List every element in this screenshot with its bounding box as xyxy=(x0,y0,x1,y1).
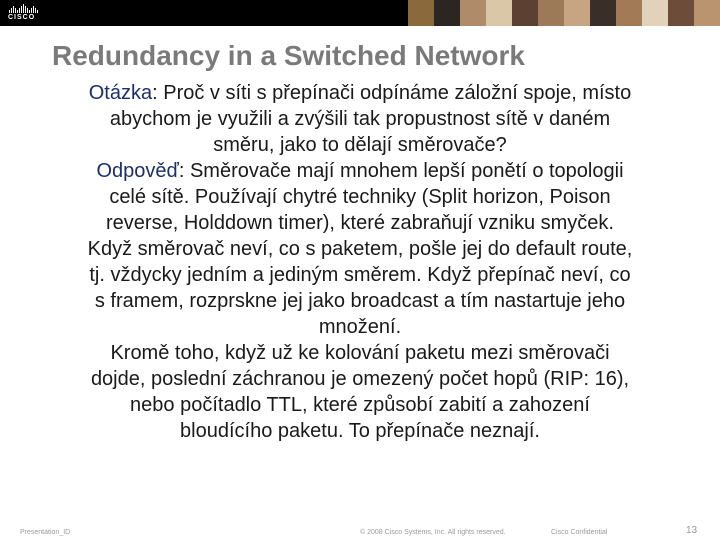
footer-copyright: © 2008 Cisco Systems, Inc. All rights reserved. xyxy=(360,529,506,536)
extra-line-4: bloudícího paketu. To přepínače neznají. xyxy=(180,420,540,442)
header-photo xyxy=(590,0,616,26)
answer-line-2: celé sítě. Používají chytré techniky (Split horizon, Poison xyxy=(109,186,611,208)
question-label: Otázka xyxy=(88,82,153,104)
cisco-bridge-icon xyxy=(8,4,42,13)
footer-page-number: 13 xyxy=(686,525,698,536)
answer-line-1: Odpověď: Směrovače mají mnohem lepší ponětí o topologii xyxy=(96,160,624,182)
header-photo xyxy=(642,0,668,26)
answer-line-5: tj. vždycky jedním a jediným směrem. Když přepínač neví, co xyxy=(89,264,631,286)
header-photo xyxy=(434,0,460,26)
answer-line-4: Když směrovač neví, co s paketem, pošle jej do default route, xyxy=(87,238,633,260)
header-photo xyxy=(460,0,486,26)
footer-presentation-id: Presentation_ID xyxy=(20,529,71,536)
header-photo-strip xyxy=(408,0,720,26)
answer-line-3: reverse, Holddown timer), které zabraňují vzniku smyček. xyxy=(106,212,614,234)
header-photo xyxy=(512,0,538,26)
extra-line-2: dojde, poslední záchranou je omezený počet hopů (RIP: 16), xyxy=(90,368,630,390)
answer-label: Odpověď xyxy=(96,160,179,182)
header-photo xyxy=(408,0,434,26)
header-photo xyxy=(616,0,642,26)
extra-line-1: Kromě toho, když už ke kolování paketu mezi směrovači xyxy=(110,342,610,364)
top-bar xyxy=(0,0,720,26)
slide-body xyxy=(26,80,694,444)
cisco-logo-text: CISCO xyxy=(8,14,36,21)
question-line-1: Otázka: Proč v síti s přepínači odpínáme záložní spoje, místo xyxy=(88,82,632,104)
question-line-2: abychom je využili a zvýšili tak propustnost sítě v daném xyxy=(109,108,611,130)
extra-line-3: nebo počítadlo TTL, které způsobí zabití a zahození xyxy=(130,394,590,416)
header-photo xyxy=(538,0,564,26)
header-photo xyxy=(694,0,720,26)
question-line-3: směru, jako to dělají směrovače? xyxy=(213,134,507,156)
answer-line-6: s framem, rozprskne jej jako broadcast a tím nastartuje jeho xyxy=(94,290,626,312)
header-photo xyxy=(564,0,590,26)
cisco-logo xyxy=(8,4,42,22)
footer-confidential: Cisco Confidential xyxy=(551,529,608,536)
answer-line-7: množení. xyxy=(318,316,402,338)
header-photo xyxy=(486,0,512,26)
header-photo xyxy=(668,0,694,26)
slide-title: Redundancy in a Switched Network xyxy=(52,40,525,71)
